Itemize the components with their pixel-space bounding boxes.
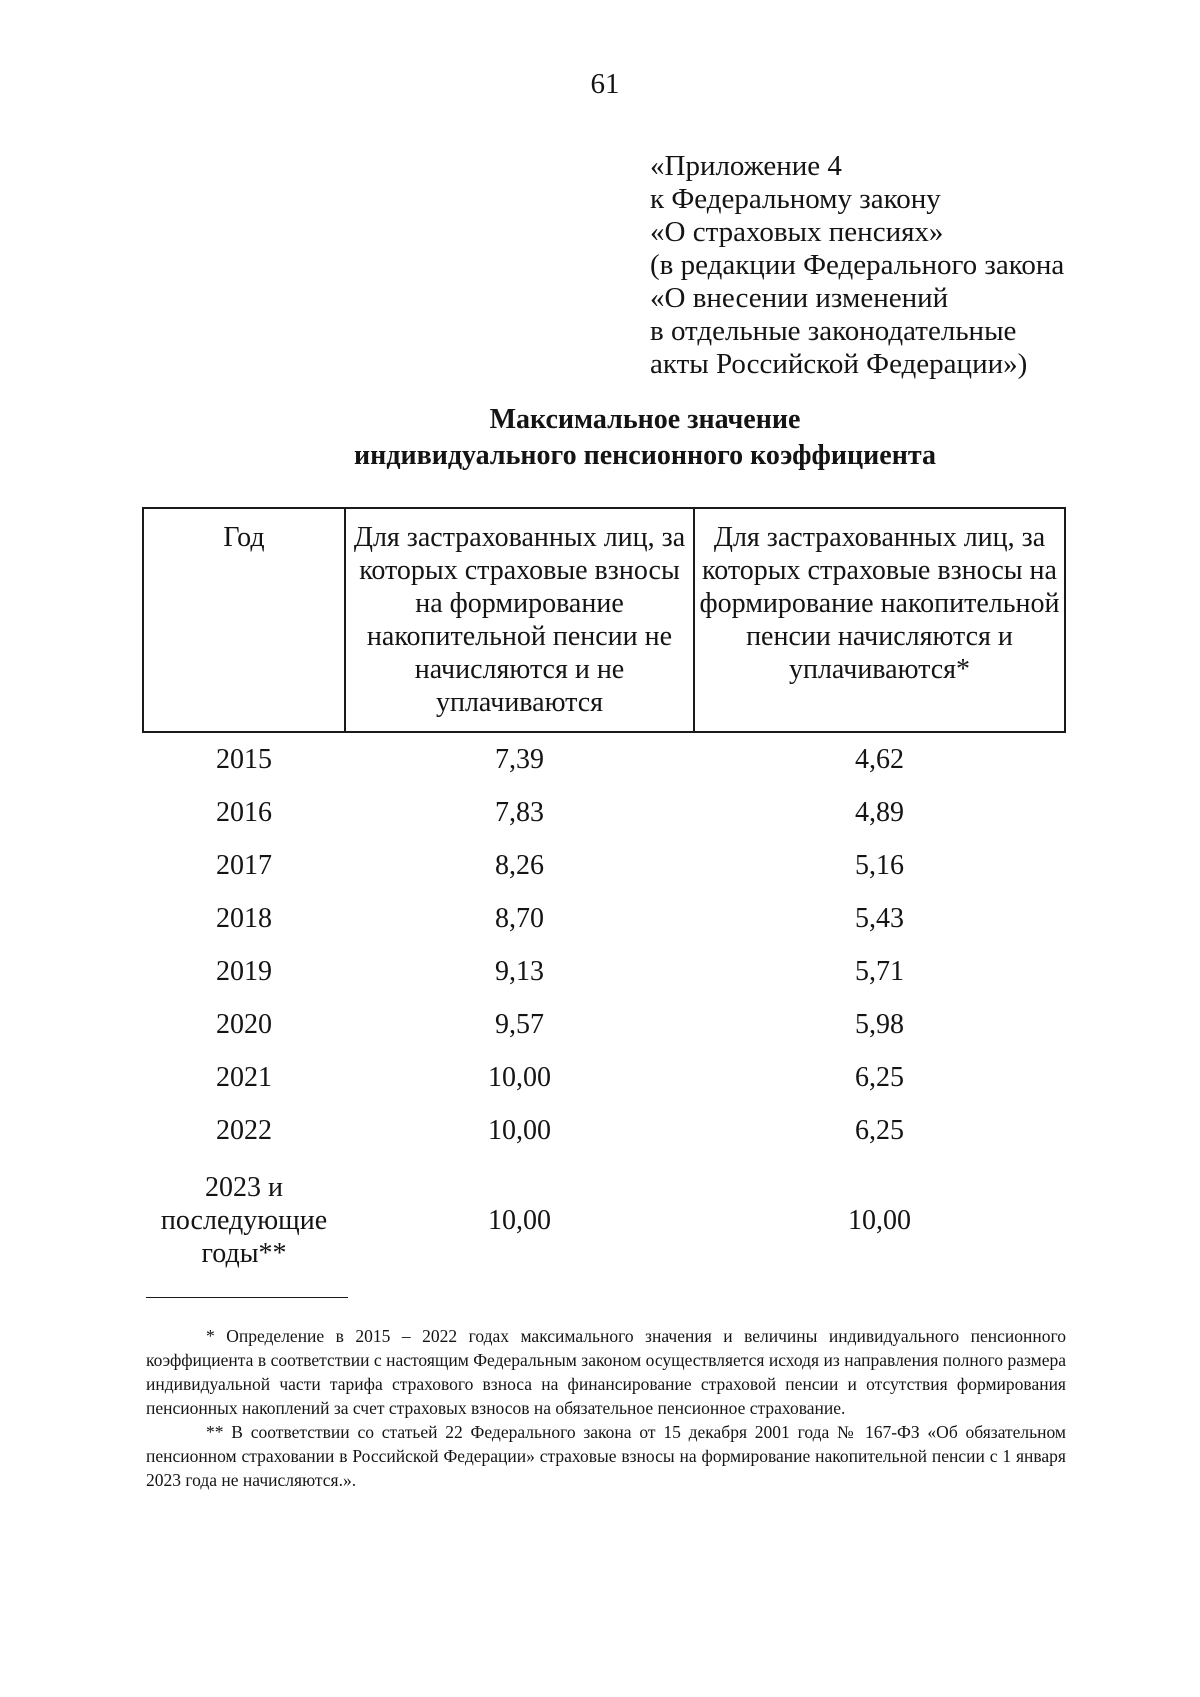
- cell-funded: 4,62: [855, 744, 904, 775]
- cell-year: 2017: [216, 850, 272, 881]
- cell-no-funded: 8,26: [495, 850, 544, 881]
- cell-year: 2018: [216, 903, 272, 934]
- cell-no-funded: 9,57: [495, 1009, 544, 1040]
- appendix-header: [650, 150, 1064, 381]
- table-row: [143, 1157, 1065, 1273]
- header-funded-pension: Для застрахованных лиц, за которых страховые взносы на формирование накопительной пенсии начисляются и уплачиваются*: [694, 508, 1065, 732]
- footnotes: [146, 1324, 1066, 1492]
- appendix-line: «О внесении изменений: [650, 282, 949, 314]
- cell-year: 2023 и последующие годы**: [160, 1171, 328, 1269]
- cell-year: 2020: [216, 1009, 272, 1040]
- cell-no-funded: 10,00: [488, 1062, 551, 1093]
- cell-no-funded: 7,39: [495, 744, 544, 775]
- cell-funded: 10,00: [848, 1204, 911, 1236]
- cell-funded: 5,71: [855, 956, 904, 987]
- table-row: [143, 839, 1065, 892]
- footnote-2: ** В соответствии со статьей 22 Федерального закона от 15 декабря 2001 года № 167-ФЗ «Об обязательном пенсионном страховании в Российской Федерации» страховые взносы на формирование накопительной пенсии с 1 января 2023 года не начисляются.».: [146, 1422, 1066, 1490]
- coefficient-table: [142, 507, 1066, 1273]
- appendix-line: «О страховых пенсиях»: [650, 216, 944, 248]
- cell-year: 2022: [216, 1115, 272, 1146]
- footnote-1: * Определение в 2015 – 2022 годах максимального значения и величины индивидуального пенсионного коэффициента в соответствии с настоящим Федеральным законом осуществляется исходя из направления полного размера индивидуальной части тарифа страхового взноса на финансирование страховой пенсии и отсутствия формирования пенсионных накоплений за счет страховых взносов на обязательное пенсионное страхование.: [146, 1326, 1066, 1418]
- table-row: [143, 732, 1065, 786]
- table-row: [143, 1051, 1065, 1104]
- table-row: [143, 892, 1065, 945]
- table-row: [143, 945, 1065, 998]
- cell-funded: 5,43: [855, 903, 904, 934]
- table-header-row: [143, 508, 1065, 732]
- cell-funded: 5,98: [855, 1009, 904, 1040]
- appendix-line: акты Российской Федерации»): [650, 348, 1028, 380]
- cell-year: 2021: [216, 1062, 272, 1093]
- cell-year: 2015: [216, 744, 272, 775]
- table-row: [143, 998, 1065, 1051]
- cell-no-funded: 9,13: [495, 956, 544, 987]
- cell-funded: 6,25: [855, 1062, 904, 1093]
- table-row: [143, 1104, 1065, 1157]
- cell-no-funded: 10,00: [488, 1115, 551, 1146]
- cell-funded: 6,25: [855, 1115, 904, 1146]
- cell-no-funded: 10,00: [488, 1204, 551, 1236]
- cell-funded: 5,16: [855, 850, 904, 881]
- cell-funded: 4,89: [855, 797, 904, 828]
- table-row: [143, 786, 1065, 839]
- cell-no-funded: 8,70: [495, 903, 544, 934]
- header-no-funded-pension: Для застрахованных лиц, за которых страховые взносы на формирование накопительной пенсии не начисляются и не уплачиваются: [345, 508, 694, 732]
- appendix-line: «Приложение 4: [650, 150, 842, 182]
- cell-year: 2016: [216, 797, 272, 828]
- header-year: Год: [143, 508, 345, 732]
- cell-year: 2019: [216, 956, 272, 987]
- document-title-line-1: Максимальное значение: [489, 404, 801, 435]
- appendix-line: в отдельные законодательные: [650, 315, 1017, 347]
- page-number: 61: [590, 68, 620, 100]
- appendix-line: к Федеральному закону: [650, 183, 941, 215]
- footnote-divider: [146, 1297, 348, 1298]
- document-title-line-2: индивидуального пенсионного коэффициента: [354, 440, 936, 471]
- cell-no-funded: 7,83: [495, 797, 544, 828]
- appendix-line: (в редакции Федерального закона: [650, 249, 1065, 281]
